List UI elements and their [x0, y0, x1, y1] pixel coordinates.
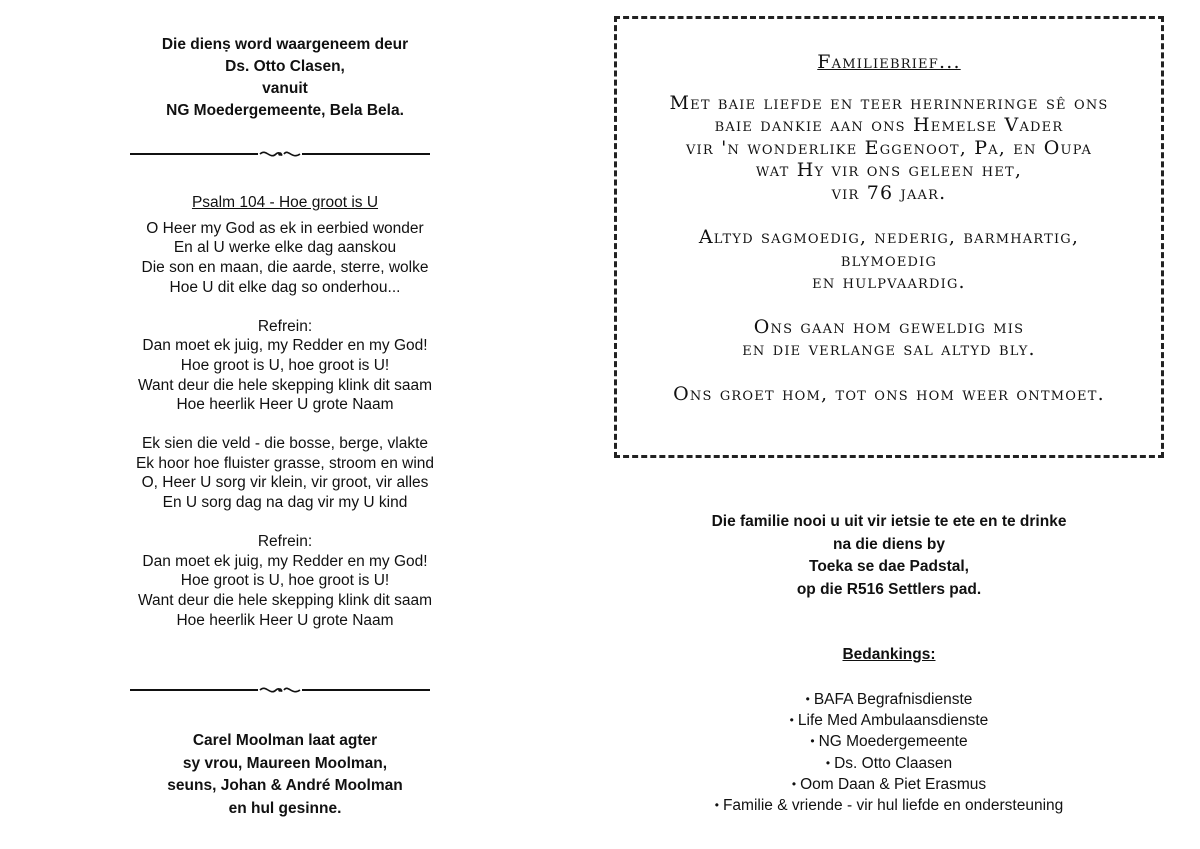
scroll-ornament-icon [258, 148, 302, 160]
thanks-item-label: Ds. Otto Claasen [834, 754, 953, 772]
scroll-ornament-icon [258, 684, 302, 696]
survivors-line: Carel Moolman laat agter [192, 732, 378, 749]
survivors-block [60, 730, 510, 820]
thanks-item [614, 753, 1164, 774]
hymn-line: En al U werke elke dag aanskou [173, 239, 397, 257]
invite-line: Die familie nooi u uit vir ietsie te ete en te drinke [711, 513, 1067, 530]
officiant-line: vanuit [262, 80, 308, 97]
bullet-icon: • [789, 713, 794, 728]
letter-paragraph-4 [617, 383, 1161, 406]
survivors-line: en hul gesinne. [228, 799, 342, 817]
hymn-line: Dan moet ek juig, my Redder en my God! [142, 552, 428, 570]
thanks-item [614, 731, 1164, 752]
right-panel [600, 0, 1180, 849]
invite-line: op die R516 Settlers pad. [796, 580, 982, 598]
hymn-line: Want deur die hele skepping klink dit saam [137, 376, 433, 394]
thanks-list [614, 689, 1164, 816]
letter-line: en hulpvaardig. [812, 271, 966, 293]
thanks-title: Bedankings: [842, 646, 936, 663]
invite-line: na die diens by [833, 535, 945, 553]
hymn-line: Hoe heerlik Heer U grote Naam [176, 611, 394, 629]
letter-line: baie dankie aan ons Hemelse Vader [714, 114, 1064, 136]
hymn-line: O Heer my God as ek in eerbied wonder [146, 219, 424, 237]
letter-line: vir 76 jaar. [831, 181, 947, 204]
hymn-line: Hoe heerlik Heer U grote Naam [176, 396, 394, 414]
survivors-line: seuns, Johan & André Moolman [167, 777, 403, 794]
hymn-line: Hoe U dit elke dag so onderhou... [169, 278, 401, 296]
thanks-item [614, 774, 1164, 795]
hymn-block [60, 193, 510, 649]
officiant-line: Ds. Otto Clasen, [225, 58, 345, 75]
bullet-icon: • [825, 755, 831, 770]
refrain-label: Refrein: [257, 317, 313, 335]
bullet-icon: • [714, 798, 719, 813]
refrain-2 [60, 532, 510, 631]
thanks-item-label: Oom Daan & Piet Erasmus [800, 775, 987, 793]
hymn-line: Hoe groot is U, hoe groot is U! [180, 356, 390, 374]
ornament-divider-bottom [130, 684, 430, 696]
letter-line: Met baie liefde en teer herinneringe sê ons [669, 91, 1109, 114]
letter-line: Ons groet hom, tot ons hom weer ontmoet. [673, 382, 1105, 405]
family-letter [617, 51, 1161, 427]
stanza-2 [60, 434, 510, 513]
stanza-1 [60, 219, 510, 298]
letter-line: Altyd sagmoedig, nederig, barmhartig, [698, 226, 1080, 248]
hymn-line: Want deur die hele skepping klink dit saam [137, 591, 433, 609]
thanks-item-label: BAFA Begrafnisdienste [813, 691, 973, 708]
hymn-line: Ek hoor hoe fluister grasse, stroom en wind [135, 454, 435, 472]
hymn-title: Psalm 104 - Hoe groot is U [191, 194, 379, 211]
family-letter-box [614, 16, 1164, 458]
thanks-item [614, 689, 1164, 710]
letter-paragraph-3 [617, 316, 1161, 361]
hymn-line: Hoe groot is U, hoe groot is U! [180, 572, 390, 590]
letter-line: en die verlange sal altyd bly. [742, 338, 1036, 360]
bullet-icon: • [810, 734, 815, 749]
letter-line: vir 'n wonderlike Eggenoot, Pa, en Oupa [685, 136, 1093, 159]
hymn-line: Ek sien die veld - die bosse, berge, vlakte [141, 435, 429, 453]
hymn-line: Die son en maan, die aarde, sterre, wolke [141, 259, 429, 277]
ornament-divider-top [130, 148, 430, 160]
thanks-item-label: Life Med Ambulaansdienste [797, 712, 989, 730]
letter-line: Ons gaan hom geweldig mis [753, 315, 1025, 338]
officiant-line: NG Moedergemeente, Bela Bela. [166, 102, 404, 119]
bullet-icon: • [791, 776, 797, 791]
thanks-item-label: NG Moedergemeente [818, 733, 968, 751]
survivors-line: sy vrou, Maureen Moolman, [182, 754, 388, 772]
letter-line: blymoedig [840, 248, 938, 271]
letter-line: wat Hy vir ons geleen het, [755, 159, 1023, 181]
letter-paragraph-1 [617, 92, 1161, 205]
hymn-line: Dan moet ek juig, my Redder en my God! [142, 337, 428, 355]
hymn-line: En U sorg dag na dag vir my U kind [162, 494, 408, 512]
thanks-item [614, 710, 1164, 731]
officiant-block [60, 34, 510, 122]
refrain-label: Refrein: [257, 532, 313, 550]
letter-paragraph-2 [617, 226, 1161, 294]
letter-title: Familiebrief... [817, 51, 961, 73]
invitation-block [614, 511, 1164, 601]
thanks-item [614, 795, 1164, 816]
left-panel [60, 0, 510, 849]
bullet-icon: • [805, 692, 810, 706]
hymn-line: O, Heer U sorg vir klein, vir groot, vir alles [141, 474, 429, 492]
thanks-item-label: Familie & vriende - vir hul liefde en ondersteuning [722, 797, 1064, 815]
invite-line: Toeka se dae Padstal, [809, 558, 969, 575]
refrain-1 [60, 317, 510, 416]
officiant-line: Die dienṣ word waargeneem deur [161, 36, 409, 53]
